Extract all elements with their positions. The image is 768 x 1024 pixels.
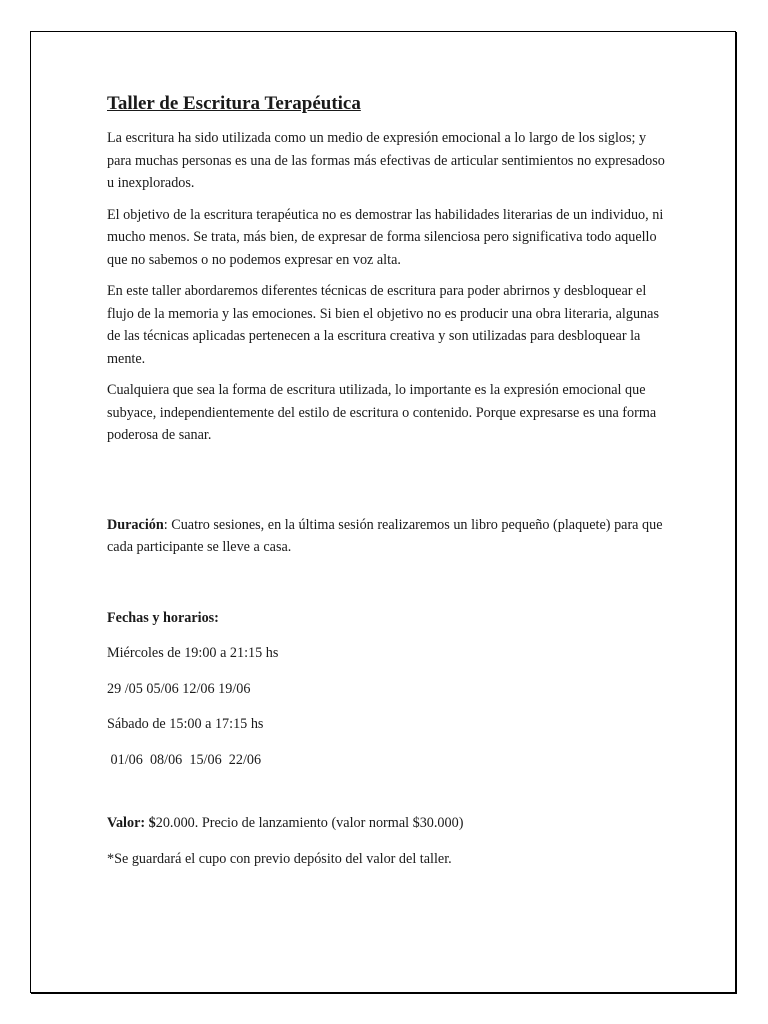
price-text: 20.000. Precio de lanzamiento (valor normal $30.000) [155, 815, 464, 831]
price-line [107, 812, 667, 835]
closing-paragraph: Cualquiera que sea la forma de escritura utilizada, lo importante es la expresión emocional que subyace, independientemente del estilo de escritura o contenido. Porque expresarse es una forma poderosa de sanar. [107, 382, 657, 443]
duration-label: Duración [107, 516, 164, 533]
deposit-note: *Se guardará el cupo con previo depósito del valor del taller. [107, 850, 452, 867]
price-label: Valor: $ [107, 815, 156, 831]
wednesday-dates: 29 /05 05/06 12/06 19/06 [107, 680, 251, 697]
wednesday-schedule: Miércoles de 19:00 a 21:15 hs [107, 645, 279, 661]
duration-text: : Cuatro sesiones, en la última sesión realizaremos un libro pequeño (plaquete) para que cada participante se lleve a casa. [107, 516, 663, 555]
schedule-heading: Fechas y horarios: [107, 609, 219, 626]
objective-paragraph: El objetivo de la escritura terapéutica no es demostrar las habilidades literarias de un individuo, ni mucho menos. Se trata, más bien, de expresar de forma silenciosa pero significativa todo aquello que no sabemos o no podemos expresar en voz alta. [107, 206, 664, 268]
workshop-paragraph: En este taller abordaremos diferentes técnicas de escritura para poder abrirnos y desbloquear el flujo de la memoria y las emociones. Si bien el objetivo no es producir una obra literaria, algunas de las técnicas aplicadas pertenecen a la escritura creativa y son utilizadas para desbloquear la mente. [107, 283, 659, 367]
duration-paragraph [107, 514, 667, 559]
saturday-schedule: Sábado de 15:00 a 17:15 hs [107, 716, 264, 732]
document-body [107, 92, 667, 883]
document-title: Taller de Escritura Terapéutica [107, 93, 361, 114]
intro-paragraph: La escritura ha sido utilizada como un medio de expresión emocional a lo largo de los siglos; y para muchas personas es una de las formas más efectivas de articular sentimientos no expresadoso u inexplorados. [107, 130, 665, 191]
saturday-dates: 01/06 08/06 15/06 22/06 [107, 751, 262, 768]
